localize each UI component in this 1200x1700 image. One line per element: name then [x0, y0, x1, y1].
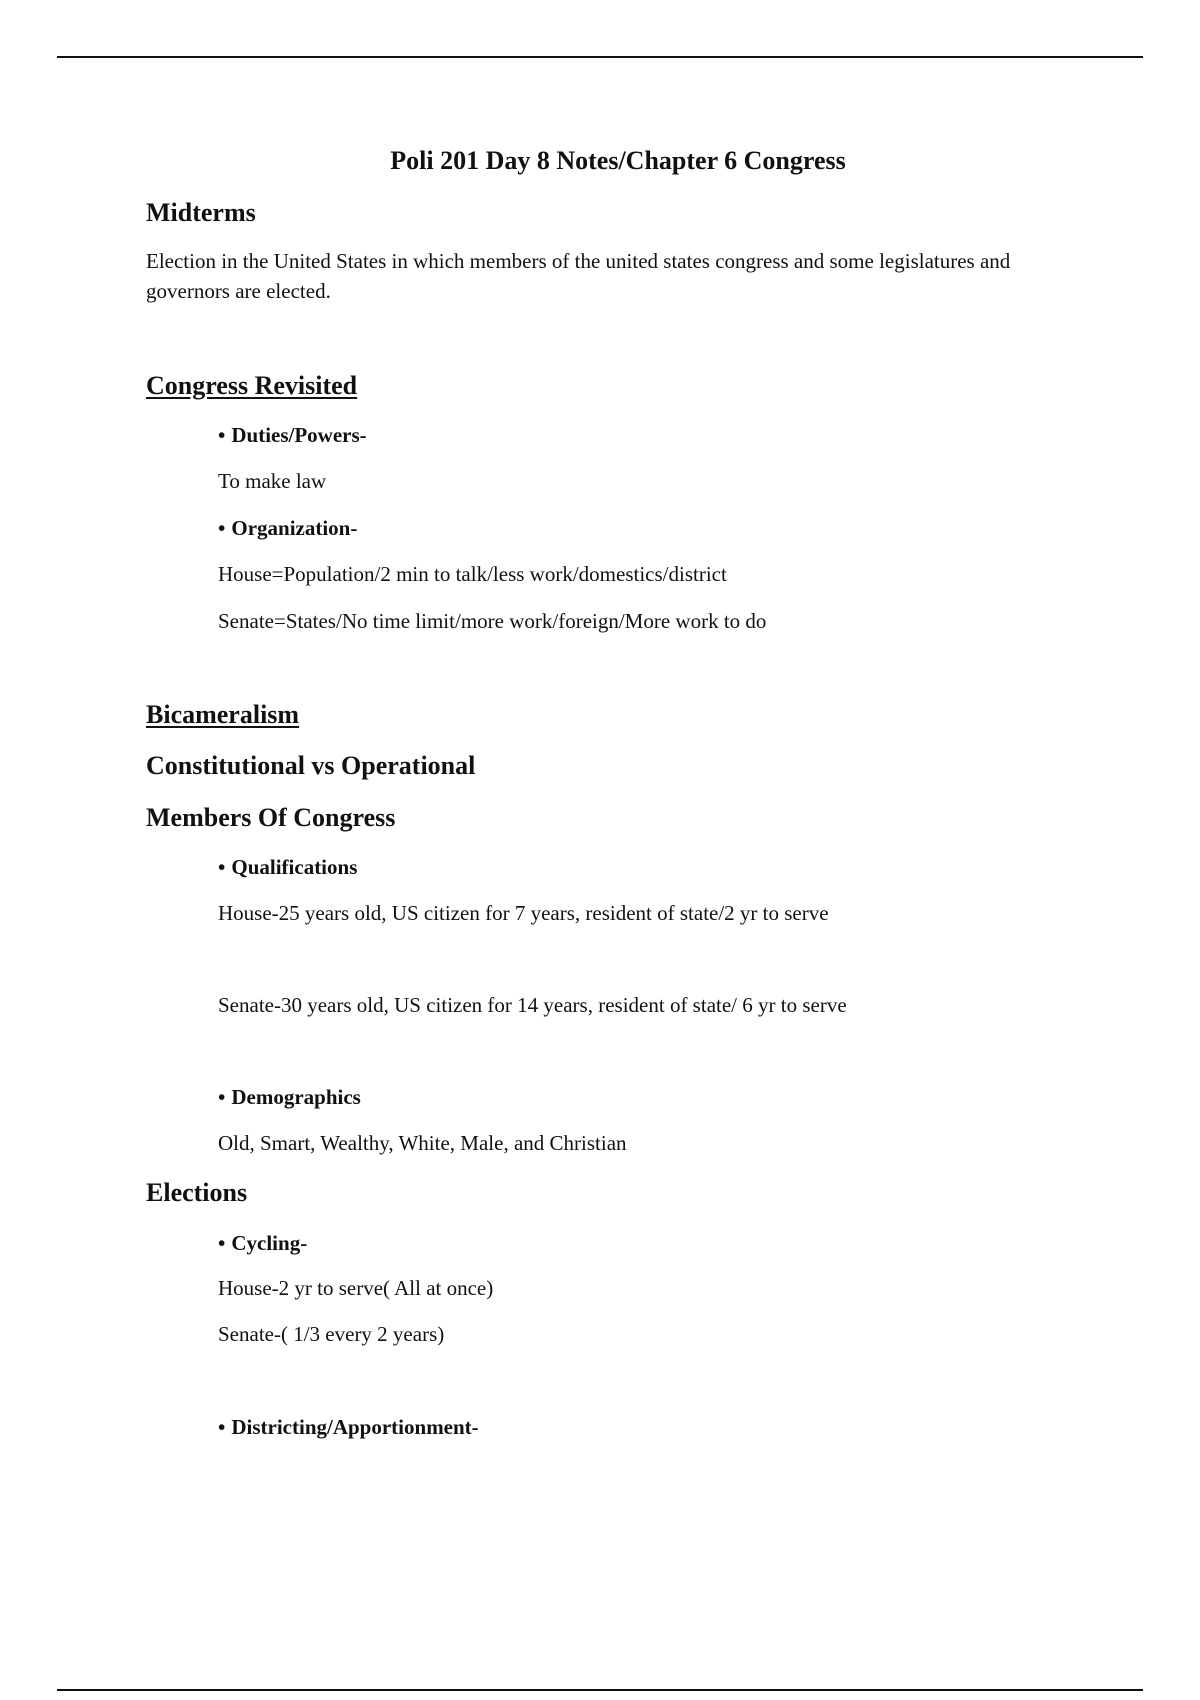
bullet-label: Demographics	[231, 1085, 361, 1109]
heading-members-of-congress: Members Of Congress	[146, 803, 396, 832]
bullet-icon: •	[218, 423, 226, 447]
bullet-demographics	[218, 1083, 361, 1111]
heading-bicameralism: Bicameralism	[146, 700, 300, 729]
senate-cycle-text: Senate-( 1/3 every 2 years)	[218, 1322, 445, 1346]
bullet-label: Cycling-	[231, 1231, 308, 1255]
house-qualifications-text: House-25 years old, US citizen for 7 years, resident of state/2 yr to serve	[218, 901, 829, 925]
organization-house-text: House=Population/2 min to talk/less work/domestics/district	[218, 562, 727, 586]
bullet-icon: •	[218, 516, 226, 540]
bullet-icon: •	[218, 855, 226, 879]
bullet-qualifications	[218, 853, 357, 881]
organization-senate-text: Senate=States/No time limit/more work/foreign/More work to do	[218, 609, 767, 633]
bullet-label: Districting/Apportionment-	[231, 1415, 479, 1439]
midterms-paragraph: Election in the United States in which members of the united states congress and some legislatures and governors are elected.	[146, 249, 1011, 303]
bullet-icon: •	[218, 1085, 226, 1109]
senate-qualifications-text: Senate-30 years old, US citizen for 14 years, resident of state/ 6 yr to serve	[218, 993, 847, 1017]
demographics-text: Old, Smart, Wealthy, White, Male, and Christian	[218, 1131, 627, 1155]
heading-midterms: Midterms	[146, 198, 256, 227]
bullet-label: Organization-	[231, 516, 358, 540]
bullet-districting-apportionment	[218, 1413, 479, 1441]
bullet-organization	[218, 514, 357, 542]
bullet-icon: •	[218, 1231, 226, 1255]
heading-elections: Elections	[146, 1178, 248, 1207]
bullet-label: Qualifications	[231, 855, 358, 879]
heading-constitutional-vs-operational: Constitutional vs Operational	[146, 751, 476, 780]
document-title: Poli 201 Day 8 Notes/Chapter 6 Congress	[390, 146, 846, 175]
top-rule	[57, 56, 1143, 58]
bullet-cycling	[218, 1229, 307, 1257]
heading-congress-revisited: Congress Revisited	[146, 371, 358, 400]
bullet-label: Duties/Powers-	[231, 423, 367, 447]
bullet-icon: •	[218, 1415, 226, 1439]
bottom-rule	[57, 1689, 1143, 1691]
house-cycle-text: House-2 yr to serve( All at once)	[218, 1276, 494, 1300]
duties-text: To make law	[218, 469, 327, 493]
bullet-duties-powers	[218, 421, 367, 449]
